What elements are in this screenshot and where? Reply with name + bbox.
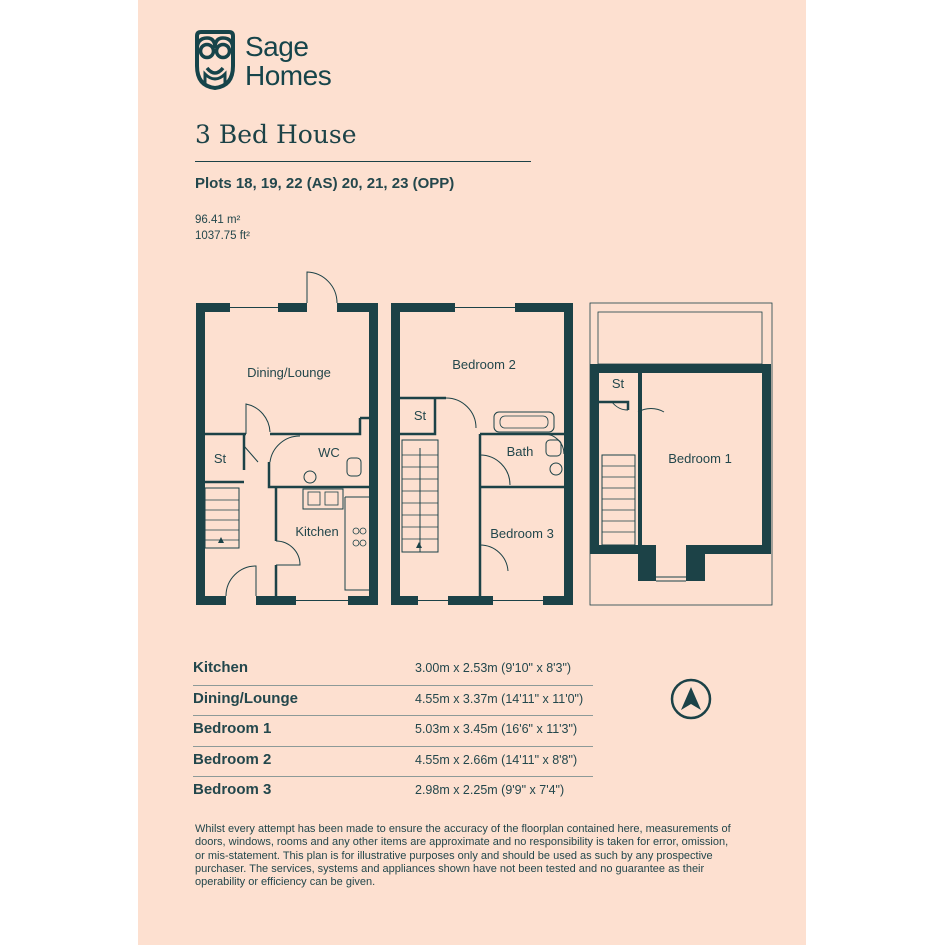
room-schedule — [193, 655, 593, 807]
room-row — [193, 747, 593, 778]
plan-label-bedroom-1: Bedroom 1 — [668, 451, 732, 466]
floor-area — [195, 212, 250, 244]
title-divider — [195, 161, 531, 162]
room-dimensions: 3.00m x 2.53m (9'10" x 8'3") — [415, 661, 572, 675]
room-row — [193, 655, 593, 686]
room-dimensions: 4.55m x 2.66m (14'11" x 8'8") — [415, 752, 578, 767]
plan-label-bedroom-2: Bedroom 2 — [452, 357, 516, 372]
room-name: Dining/Lounge — [193, 689, 298, 707]
room-row — [193, 686, 593, 717]
plan-label-st-first: St — [413, 408, 427, 423]
brand-wordmark — [245, 32, 331, 90]
area-sqm: 96.41 m² — [195, 214, 241, 226]
room-name: Bedroom 3 — [193, 781, 272, 799]
room-row — [193, 777, 593, 807]
north-arrow-icon — [670, 678, 712, 720]
brand-line-2: Homes — [245, 60, 332, 91]
page-title: 3 Bed House — [195, 120, 357, 149]
room-dimensions: 5.03m x 3.45m (16'6" x 11'3") — [415, 722, 578, 737]
plan-label-wc: WC — [318, 445, 340, 460]
room-dimensions: 4.55m x 3.37m (14'11" x 11'0") — [415, 691, 584, 706]
plan-label-kitchen: Kitchen — [295, 524, 339, 539]
plots-subtitle: Plots 18, 19, 22 (AS) 20, 21, 23 (OPP) — [195, 175, 455, 192]
plan-label-bath: Bath — [506, 444, 534, 459]
brand-line-1: Sage — [245, 31, 309, 62]
owl-icon — [193, 30, 237, 90]
plan-label-st-second: St — [611, 376, 625, 391]
room-name: Bedroom 1 — [193, 720, 272, 738]
room-name: Bedroom 2 — [193, 750, 272, 768]
brand-logo — [193, 30, 353, 92]
area-sqft: 1037.75 ft² — [195, 230, 250, 242]
disclaimer-text: Whilst every attempt has been made to ensure the accuracy of the floorplan contained here, measurements of doors, windows, rooms and any other items are approximate and no responsibility is taken for error, omission, or mis-statement. This plan is for illustrative purposes only and should be used as such by any prospective purchaser. The services, systems and appliances shown have not been tested and no guarantee as their operability or efficiency can be given. — [195, 823, 731, 889]
room-row — [193, 716, 593, 747]
plan-label-bedroom-3: Bedroom 3 — [490, 526, 554, 541]
room-name: Kitchen — [193, 659, 249, 676]
room-dimensions: 2.98m x 2.25m (9'9" x 7'4") — [415, 783, 565, 798]
plan-label-dining-lounge: Dining/Lounge — [247, 365, 331, 380]
plan-label-st-ground: St — [213, 451, 227, 466]
